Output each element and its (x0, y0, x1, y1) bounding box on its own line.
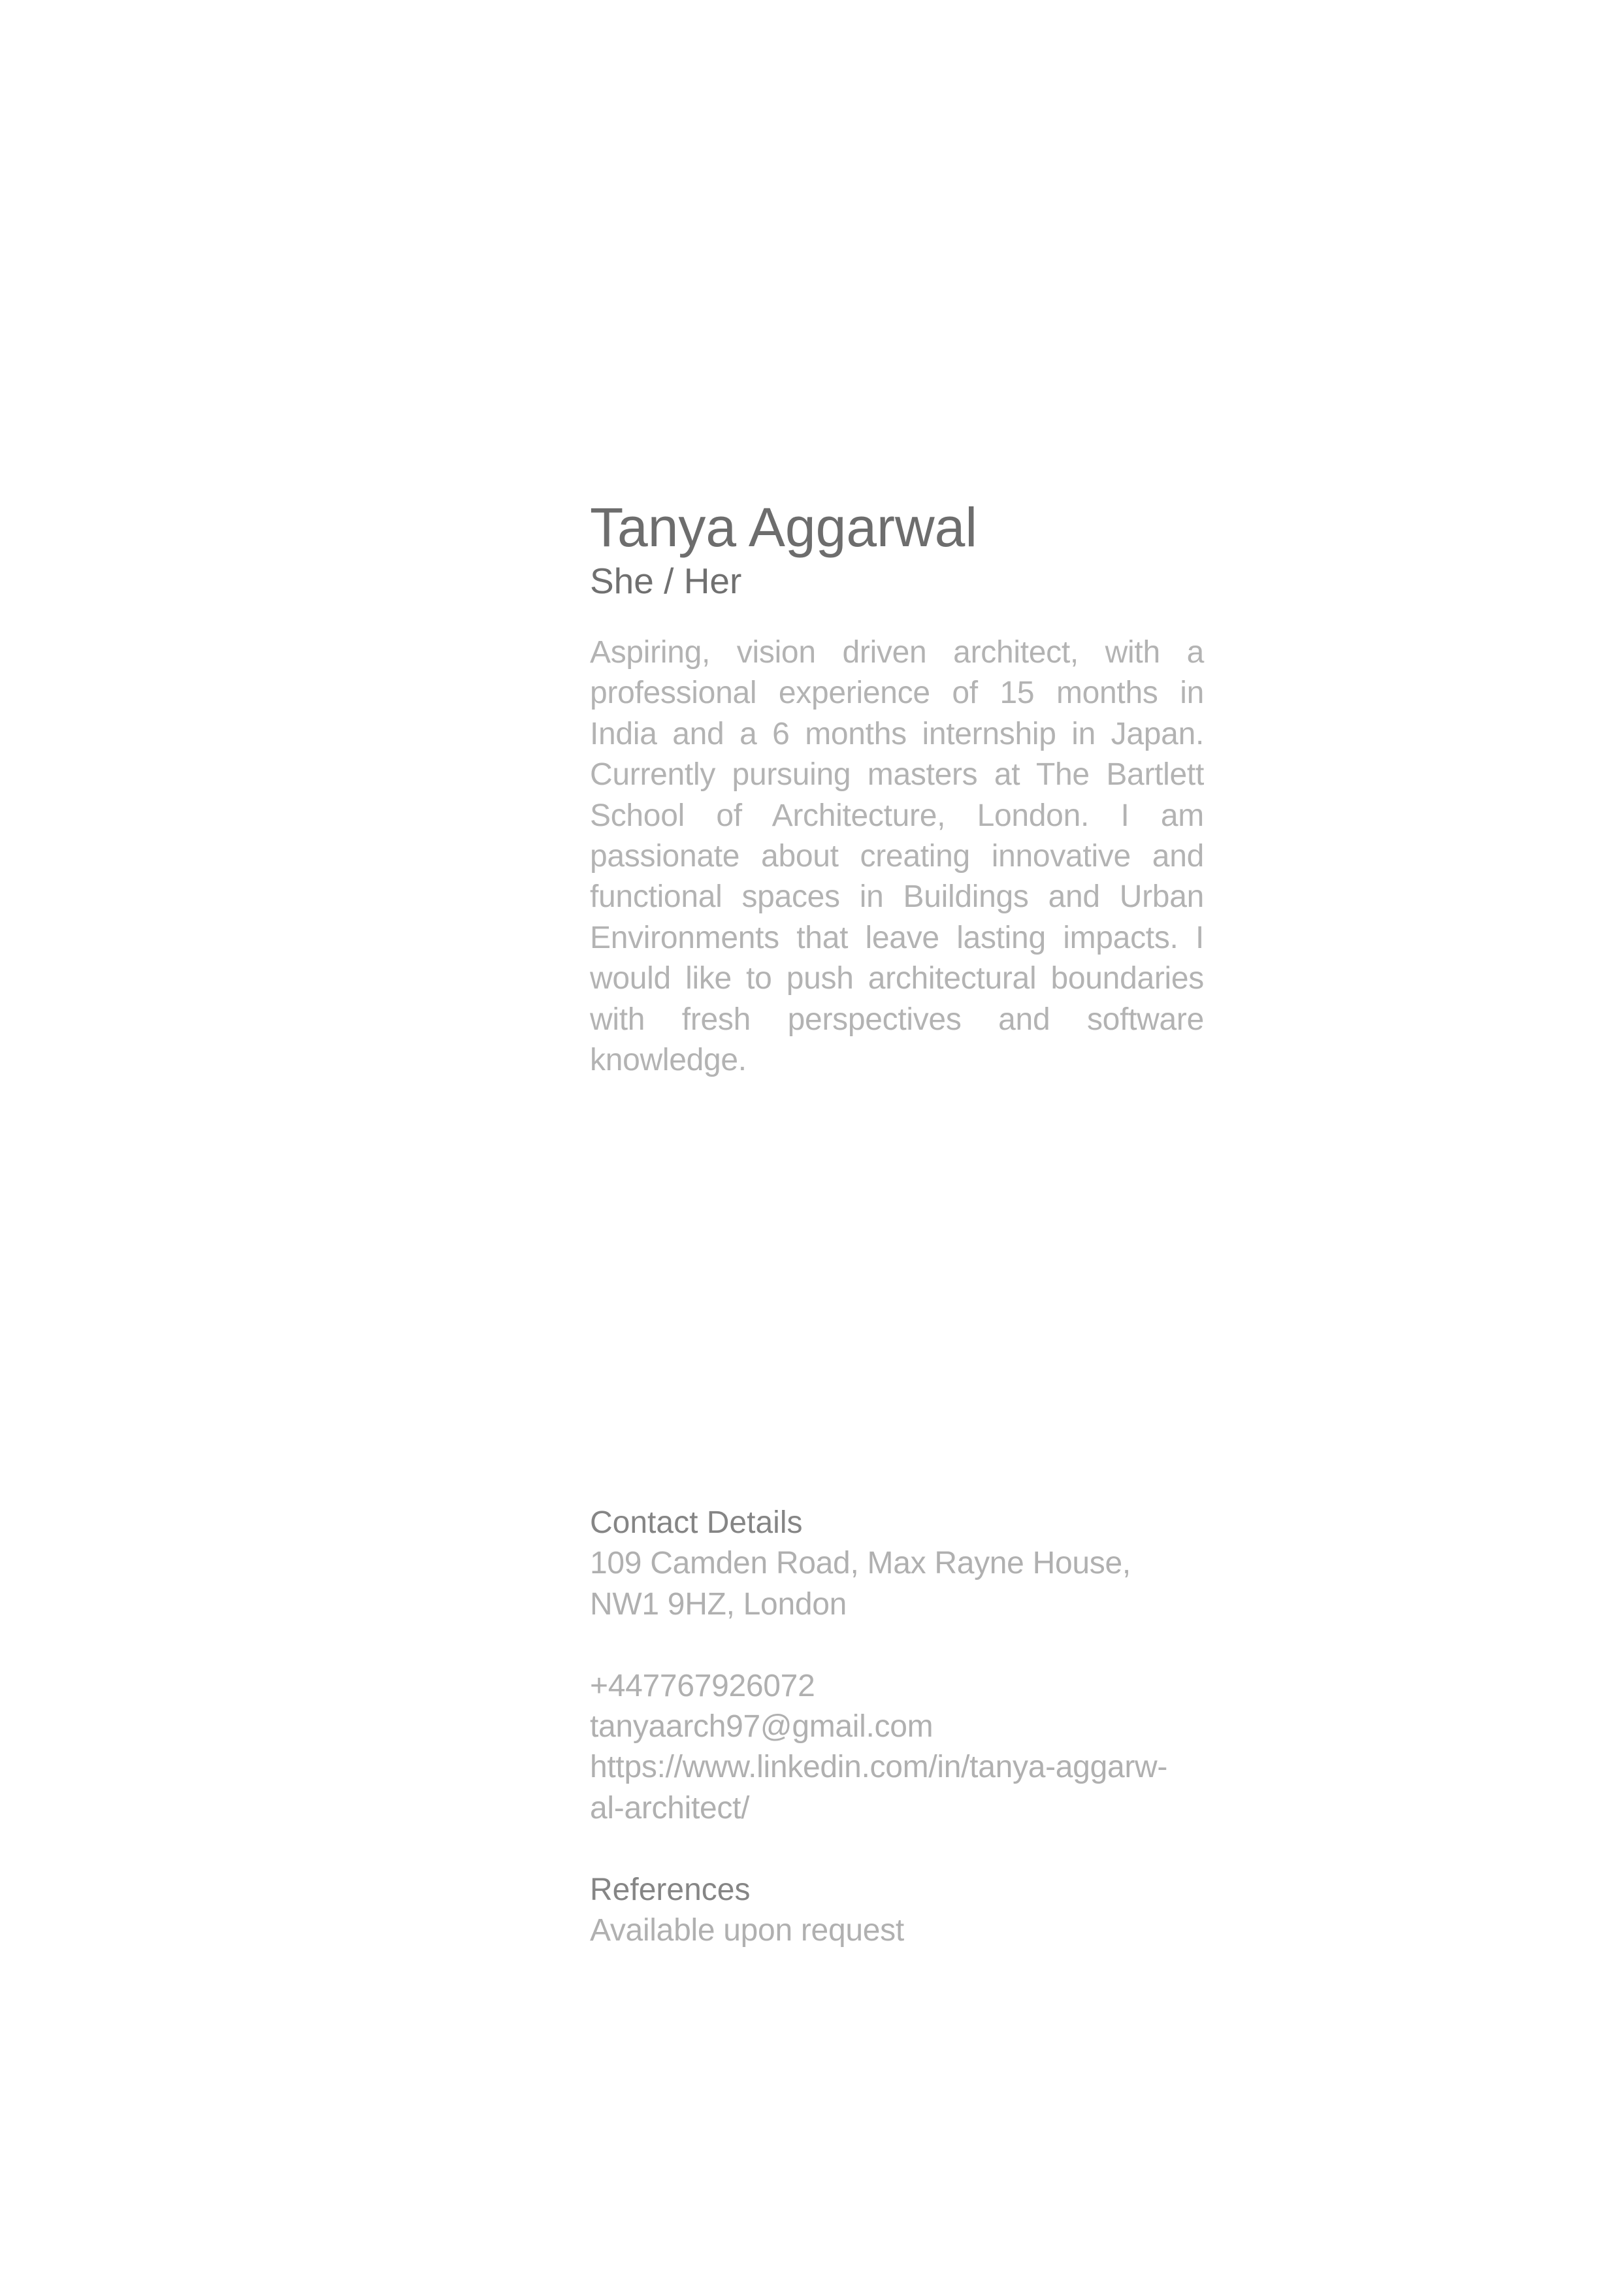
contact-section (590, 1503, 1204, 1951)
references-heading: References (590, 1872, 751, 1907)
spacer (590, 1829, 1204, 1869)
phone-number: +447767926072 (590, 1668, 815, 1703)
email-address: tanyaarch97@gmail.com (590, 1709, 934, 1744)
profile-header (590, 495, 1204, 602)
bio-paragraph: Aspiring, vision driven architect, with a professional experience of 15 months in India and a 6 months internship in Japan. Currently pursuing masters at The Bartlett School of Architecture, London. I am passionate about creating innovative and functional spaces in Buildings and Urban Environments that leave lasting impacts. I would like to push architectural boundaries with fresh perspectives and software knowledge. (590, 635, 1204, 1078)
references-text: Available upon request (590, 1913, 904, 1948)
pronouns: She / Her (590, 561, 742, 601)
linkedin-url-line-1: https://www.linkedin.com/in/tanya-aggarw- (590, 1750, 1168, 1785)
address-line-2: NW1 9HZ, London (590, 1586, 847, 1622)
spacer (590, 1625, 1204, 1665)
linkedin-url-line-2: al-architect/ (590, 1790, 750, 1825)
address-line-1: 109 Camden Road, Max Rayne House, (590, 1546, 1131, 1581)
person-name: Tanya Aggarwal (590, 497, 978, 558)
contact-heading: Contact Details (590, 1505, 803, 1540)
